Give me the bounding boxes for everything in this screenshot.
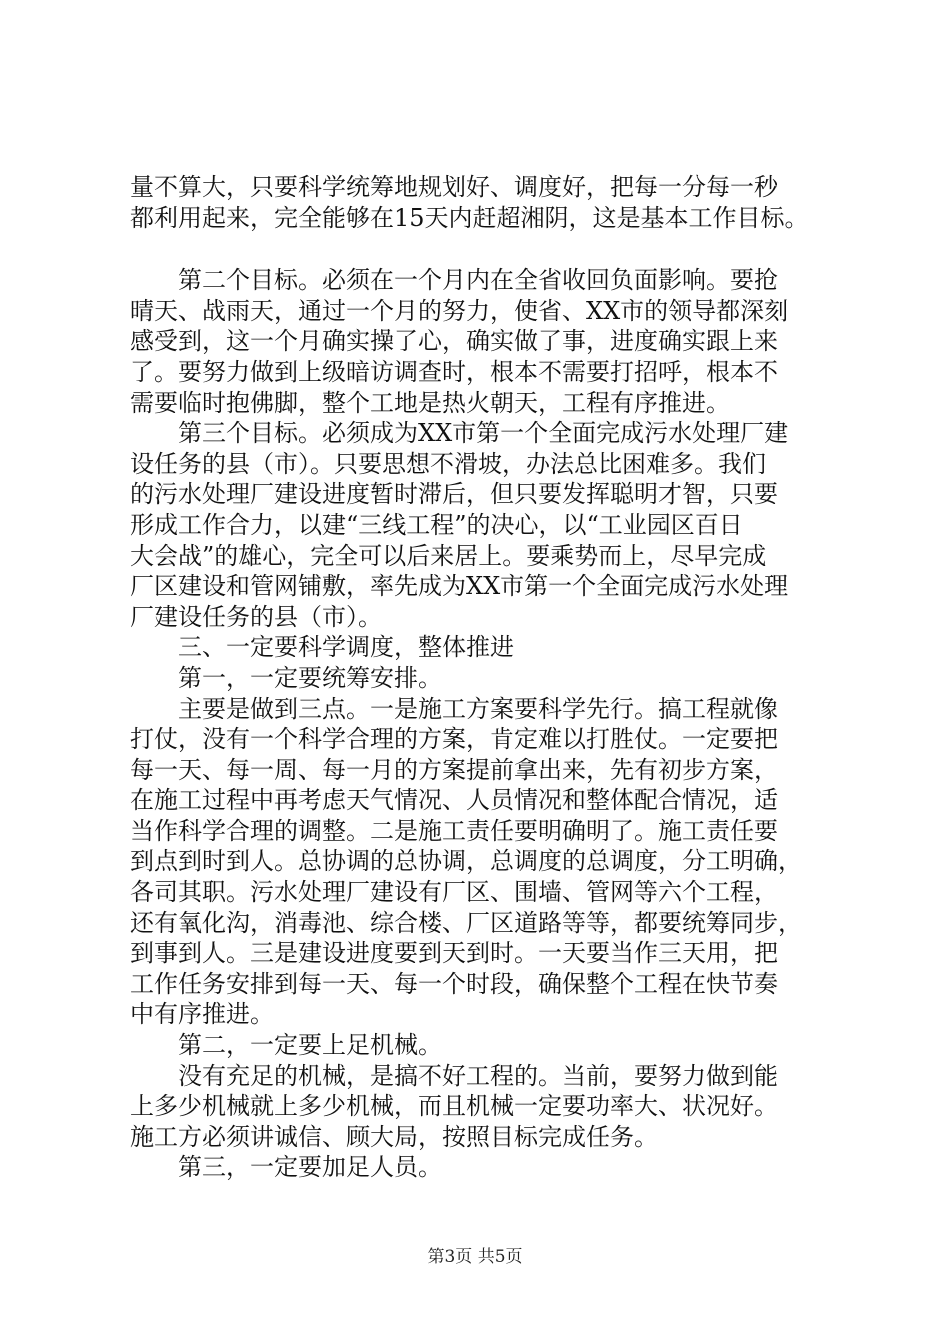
text-line: 厂区建设和管网铺敷，率先成为XX市第一个全面完成污水处理 <box>130 572 789 601</box>
section-heading: 三、一定要科学调度，整体推进 <box>178 633 514 662</box>
text-line: 上多少机械就上多少机械，而且机械一定要功率大、状况好。 <box>130 1092 778 1121</box>
text-line: 晴天、战雨天，通过一个月的努力，使省、XX市的领导都深刻 <box>130 296 789 325</box>
text-line: 大会战”的雄心，完全可以后来居上。要乘势而上，尽早完成 <box>130 541 767 570</box>
text-line: 量不算大，只要科学统筹地规划好、调度好，把每一分每一秒 <box>130 173 778 201</box>
text-line: 厂建设任务的县（市）。 <box>130 602 382 631</box>
text-line: 都利用起来，完全能够在15天内赶超湘阴，这是基本工作目标。 <box>130 203 809 232</box>
text-line: 在施工过程中再考虑天气情况、人员情况和整体配合情况，适 <box>130 786 778 815</box>
subheading: 第二，一定要上足机械。 <box>178 1031 442 1060</box>
text-line: 到点到时到人。总协调的总协调，总调度的总调度，分工明确， <box>130 847 802 876</box>
text-line: 当作科学合理的调整。二是施工责任要明确明了。施工责任要 <box>130 816 778 845</box>
page-number-footer: 第3页 共5页 <box>427 1247 523 1267</box>
text-line: 施工方必须讲诚信、顾大局，按照目标完成任务。 <box>130 1122 658 1151</box>
text-line: 主要是做到三点。一是施工方案要科学先行。搞工程就像 <box>178 694 778 723</box>
text-line: 的污水处理厂建设进度暂时滞后，但只要发挥聪明才智，只要 <box>130 480 778 509</box>
text-line: 形成工作合力，以建“三线工程”的决心，以“工业园区百日 <box>130 510 743 539</box>
text-line: 第三个目标。必须成为XX市第一个全面完成污水处理厂建 <box>178 419 789 448</box>
text-line: 设任务的县（市）。只要思想不滑坡，办法总比困难多。我们 <box>130 449 766 478</box>
text-line: 工作任务安排到每一天、每一个时段，确保整个工程在快节奏 <box>130 969 778 998</box>
text-line: 需要临时抱佛脚，整个工地是热火朝天，工程有序推进。 <box>130 388 730 417</box>
text-line: 还有氧化沟，消毒池、综合楼、厂区道路等等，都要统筹同步， <box>130 908 802 937</box>
text-line: 第二个目标。必须在一个月内在全省收回负面影响。要抢 <box>178 266 778 295</box>
subheading: 第三，一定要加足人员。 <box>178 1153 442 1182</box>
paragraph-gap <box>130 233 830 265</box>
text-line: 到事到人。三是建设进度要到天到时。一天要当作三天用，把 <box>130 939 778 968</box>
text-line: 每一天、每一周、每一月的方案提前拿出来，先有初步方案， <box>130 755 778 784</box>
text-line: 了。要努力做到上级暗访调查时，根本不需要打招呼，根本不 <box>130 357 778 386</box>
subheading: 第一，一定要统筹安排。 <box>178 663 442 692</box>
text-line: 感受到，这一个月确实操了心，确实做了事，进度确实跟上来 <box>130 327 778 356</box>
document-body <box>130 172 830 1183</box>
text-line: 中有序推进。 <box>130 1000 274 1029</box>
text-line: 没有充足的机械，是搞不好工程的。当前，要努力做到能 <box>178 1061 778 1090</box>
text-line: 各司其职。污水处理厂建设有厂区、围墙、管网等六个工程， <box>130 878 778 907</box>
text-line: 打仗，没有一个科学合理的方案，肯定难以打胜仗。一定要把 <box>130 725 778 754</box>
